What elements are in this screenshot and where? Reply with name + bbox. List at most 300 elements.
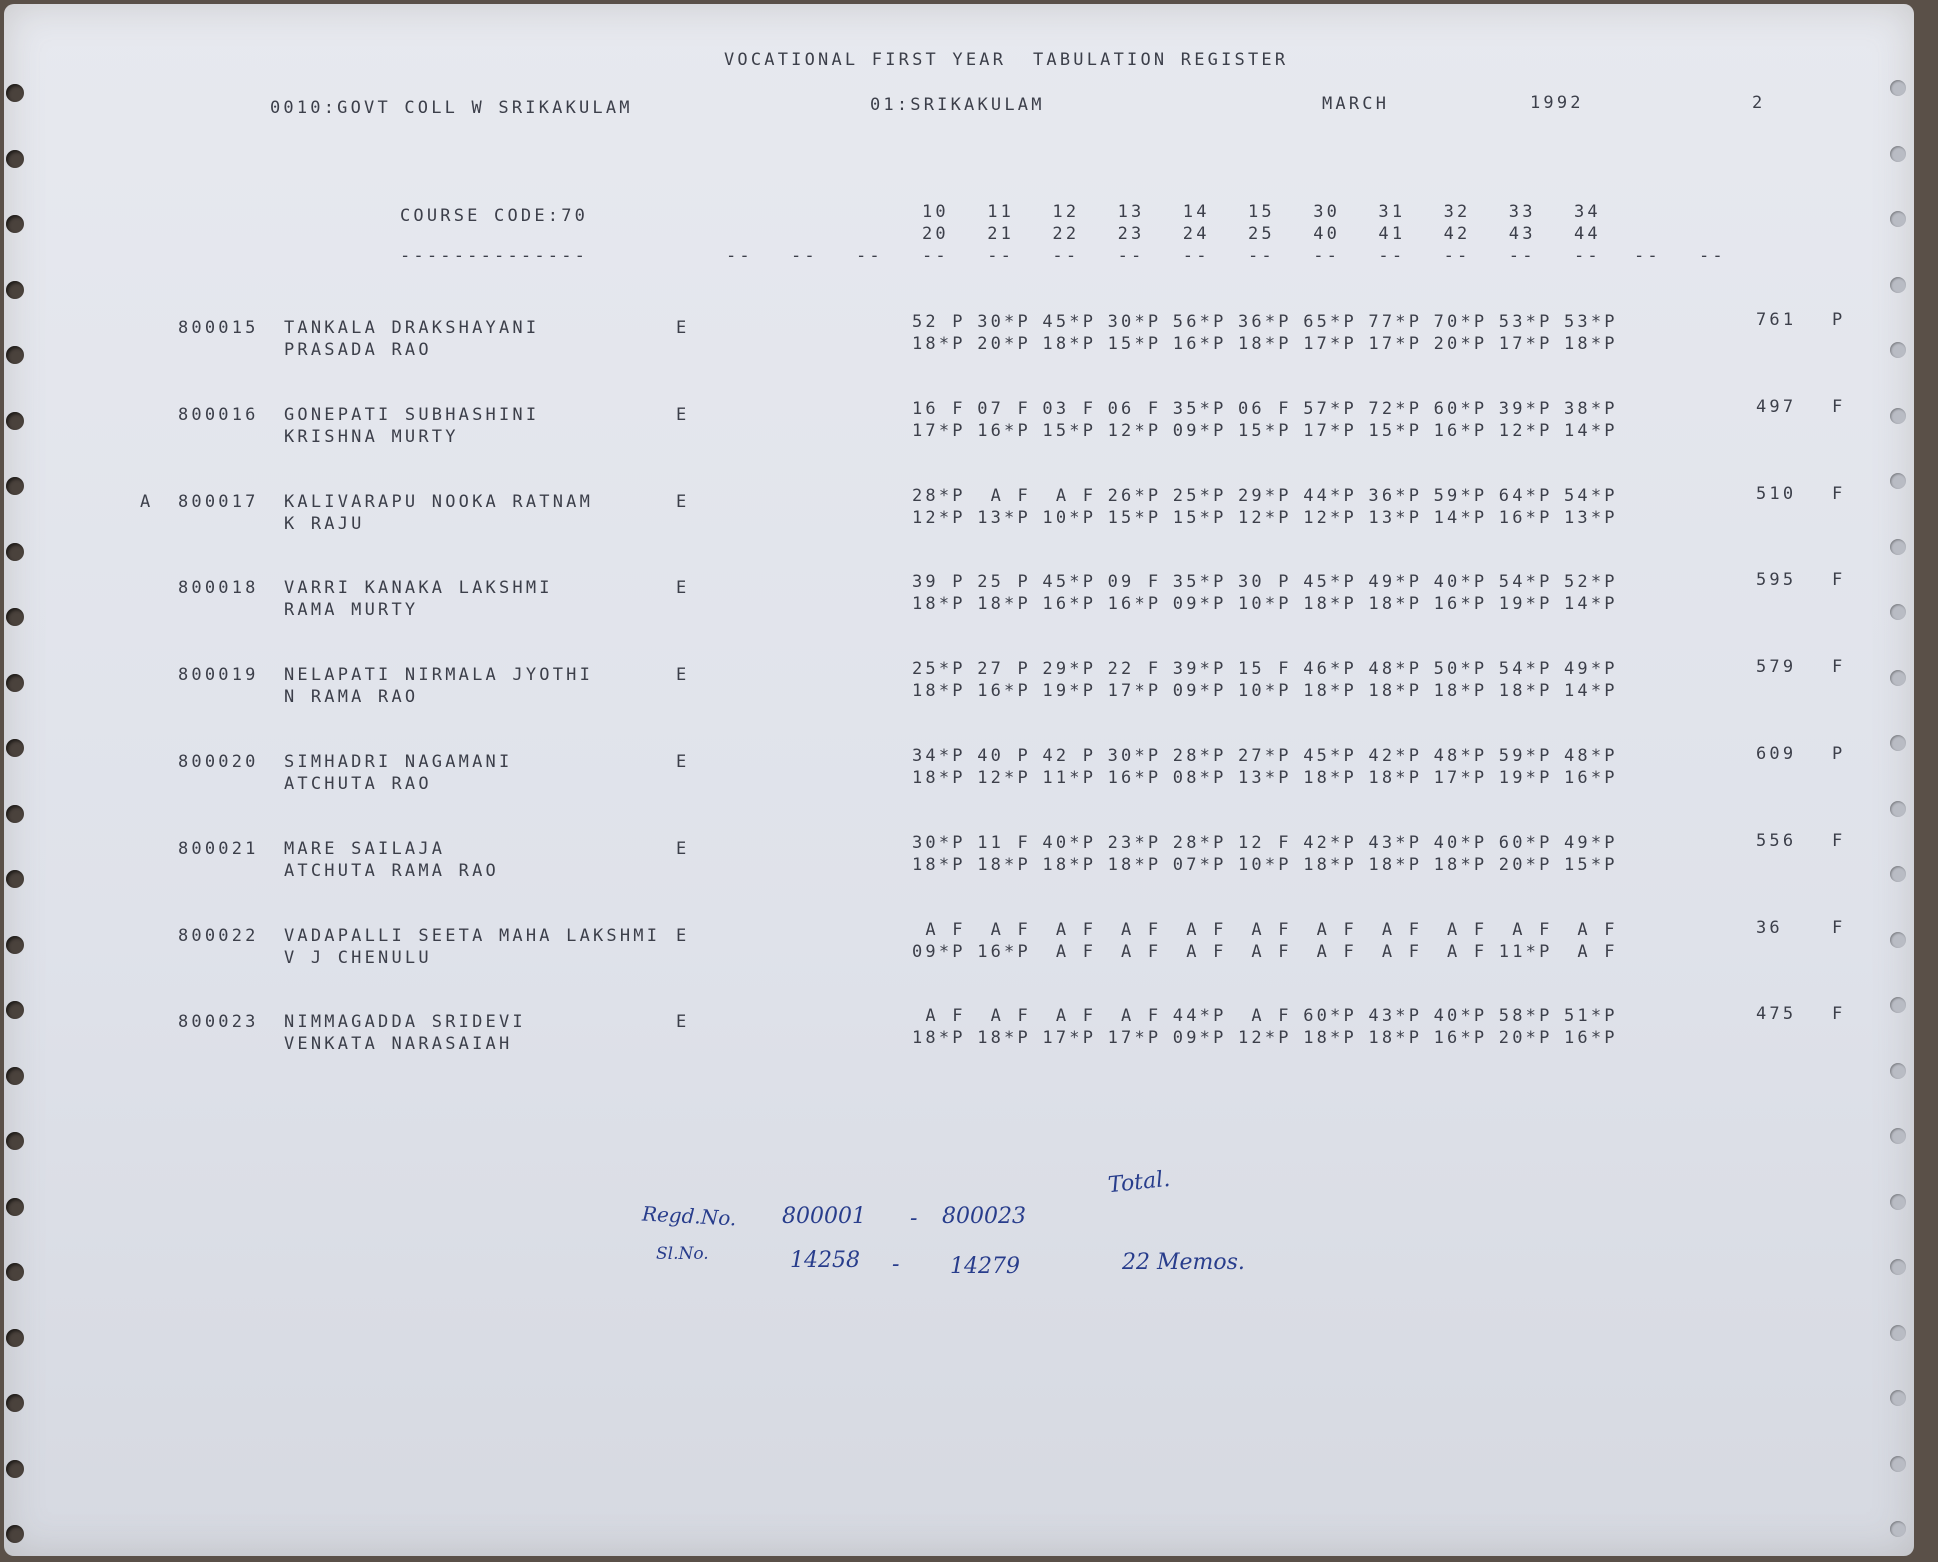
course-code-underline: -------------- [400, 246, 589, 266]
mark-cell: 43*P [1368, 1006, 1423, 1027]
subject-code: 34 [1574, 202, 1601, 222]
mark-cell: A F [1042, 485, 1097, 506]
subject-code: 44 [1574, 224, 1601, 244]
mark-cell: A F [1303, 941, 1357, 962]
mark-cell: A F [1042, 919, 1097, 940]
mark-cell: 18*P [912, 768, 966, 788]
mark-cell: A F [977, 919, 1031, 940]
mark-cell: 48*P [1564, 746, 1618, 766]
mark-cell: 27 P [977, 659, 1031, 680]
feed-hole [6, 412, 24, 430]
handwritten-regd-from: 800001 [782, 1204, 866, 1229]
medium: E [676, 838, 690, 859]
mark-cell: 18*P [1042, 854, 1097, 875]
mark-cell: 15*P [1564, 854, 1618, 875]
subject-code: 43 [1508, 224, 1536, 244]
feed-hole [6, 608, 24, 626]
mark-cell: 44*P [1303, 485, 1357, 506]
total-marks: 475 [1756, 1004, 1797, 1025]
exam-month: MARCH [1322, 94, 1390, 114]
medium: E [676, 665, 690, 686]
mark-cell: 10*P [1238, 854, 1292, 875]
mark-cell: 30*P [1107, 746, 1162, 766]
mark-cell: 18*P [1042, 334, 1097, 354]
mark-cell: 13*P [1368, 507, 1423, 528]
mark-cell: A F [1564, 919, 1618, 940]
mark-cell: 28*P [1172, 746, 1227, 766]
mark-cell: 16*P [1498, 507, 1553, 528]
mark-cell: 56*P [1172, 312, 1227, 332]
mark-cell: 18*P [1564, 334, 1618, 354]
mark-cell: 72*P [1368, 398, 1423, 419]
mark-cell: 12*P [1107, 420, 1162, 441]
student-name: GONEPATI SUBHASHINI [284, 404, 540, 425]
feed-hole [1890, 1259, 1906, 1275]
mark-cell: A F [977, 485, 1031, 506]
subject-code: 11 [987, 202, 1015, 222]
mark-cell: 18*P [977, 1028, 1031, 1049]
result: F [1832, 917, 1846, 938]
mark-cell: 12*P [977, 768, 1031, 788]
feed-hole [1890, 1390, 1906, 1406]
mark-cell: 29*P [1238, 485, 1292, 506]
column-separator: -- [791, 246, 818, 266]
column-separator: -- [1052, 246, 1080, 266]
mark-cell: A F [1564, 941, 1618, 962]
mark-cell: 17*P [1303, 420, 1357, 441]
feed-hole [1890, 932, 1906, 948]
mark-cell: 16*P [977, 420, 1031, 441]
mark-cell: 15*P [1368, 420, 1423, 441]
feed-hole [6, 1263, 24, 1281]
mark-cell: 16*P [1564, 768, 1618, 788]
subject-code: 24 [1182, 224, 1210, 244]
subject-code: 20 [922, 224, 949, 244]
mark-cell: 18*P [1107, 854, 1162, 875]
mark-cell: 54*P [1564, 485, 1618, 506]
feed-hole [1890, 1128, 1906, 1144]
mark-cell: 18*P [1303, 1028, 1357, 1049]
mark-cell: 14*P [1564, 594, 1618, 615]
mark-cell: 09*P [1172, 594, 1227, 615]
feed-hole [6, 936, 24, 954]
mark-cell: 09*P [1172, 1028, 1227, 1049]
mark-cell: 51*P [1564, 1006, 1618, 1027]
mark-cell: 40*P [1433, 572, 1488, 593]
column-separator: -- [1508, 246, 1536, 266]
mark-cell: 18*P [912, 681, 966, 702]
feed-hole [1890, 1325, 1906, 1341]
reg-number: 800017 [178, 491, 259, 512]
feed-hole [1890, 146, 1906, 162]
mark-cell: 16*P [1433, 1028, 1488, 1049]
mark-cell: 23*P [1107, 832, 1162, 853]
mark-cell: 14*P [1433, 507, 1488, 528]
subject-code: 22 [1052, 224, 1080, 244]
column-separator: -- [1182, 246, 1210, 266]
father-name: ATCHUTA RAMA RAO [284, 860, 499, 881]
mark-cell: 18*P [1368, 1028, 1423, 1049]
column-separator: -- [1634, 246, 1661, 266]
mark-cell: 10*P [1238, 594, 1292, 615]
mark-cell: 44*P [1172, 1006, 1227, 1027]
feed-hole [6, 1067, 24, 1085]
mark-cell: 65*P [1303, 312, 1357, 332]
mark-cell: 18*P [912, 334, 966, 354]
mark-cell: 22 F [1107, 659, 1162, 680]
mark-cell: 16 F [912, 398, 966, 419]
mark-cell: 42*P [1303, 832, 1357, 853]
mark-cell: 58*P [1498, 1006, 1553, 1027]
medium: E [676, 1012, 690, 1033]
column-separator: -- [856, 246, 883, 266]
result: F [1832, 570, 1846, 591]
mark-cell: 14*P [1564, 420, 1618, 441]
student-name: SIMHADRI NAGAMANI [284, 752, 513, 772]
handwritten-sl-from: 14258 [790, 1248, 860, 1273]
mark-cell: 16*P [1433, 594, 1488, 615]
mark-cell: 12*P [1238, 1028, 1292, 1049]
mark-cell: 70*P [1433, 312, 1488, 332]
college-name: 0010:GOVT COLL W SRIKAKULAM [270, 98, 633, 118]
mark-cell: 53*P [1498, 312, 1553, 332]
father-name: K RAJU [284, 513, 365, 534]
mark-cell: 12*P [1498, 420, 1553, 441]
feed-hole [1890, 473, 1906, 489]
feed-hole [6, 1001, 24, 1019]
mark-cell: A F [1042, 1006, 1097, 1027]
mark-cell: 53*P [1564, 312, 1618, 332]
mark-cell: A F [1433, 919, 1488, 940]
mark-cell: 20*P [1498, 1028, 1553, 1049]
tractor-holes-right [1890, 4, 1914, 1556]
mark-cell: 18*P [1498, 681, 1553, 702]
mark-cell: 54*P [1498, 659, 1553, 680]
handwritten-sl-to: 14279 [950, 1254, 1020, 1279]
feed-hole [6, 543, 24, 561]
feed-hole [6, 84, 24, 102]
mark-cell: 30*P [912, 832, 966, 853]
mark-cell: 17*P [1107, 1028, 1162, 1049]
feed-hole [1890, 1063, 1906, 1079]
register-sheet [4, 4, 1914, 1556]
mark-cell: 39*P [1498, 398, 1553, 419]
father-name: KRISHNA MURTY [284, 426, 459, 447]
mark-cell: 60*P [1498, 832, 1553, 853]
feed-hole [6, 281, 24, 299]
mark-cell: 18*P [977, 594, 1031, 615]
subject-code: 30 [1313, 202, 1341, 222]
feed-hole [6, 739, 24, 757]
mark-cell: 26*P [1107, 485, 1162, 506]
student-name: KALIVARAPU NOOKA RATNAM [284, 491, 594, 512]
column-separator: -- [1378, 246, 1406, 266]
mark-cell: A F [977, 1006, 1031, 1027]
mark-cell: 07 F [977, 398, 1031, 419]
mark-cell: 36*P [1238, 312, 1292, 332]
mark-cell: 16*P [977, 681, 1031, 702]
reg-number: 800023 [178, 1012, 259, 1033]
handwritten-regd-sep: - [910, 1206, 918, 1231]
mark-cell: 34*P [912, 746, 966, 766]
mark-cell: 45*P [1303, 572, 1357, 593]
mark-cell: 17*P [1107, 681, 1162, 702]
feed-hole [1890, 1456, 1906, 1472]
mark-cell: A F [1107, 919, 1162, 940]
mark-cell: 09*P [1172, 681, 1227, 702]
handwritten-memos: 22 Memos. [1122, 1250, 1245, 1275]
subject-code: 21 [987, 224, 1015, 244]
total-marks: 36 [1756, 917, 1783, 938]
mark-cell: 20*P [1498, 854, 1553, 875]
mark-cell: 16*P [1107, 594, 1162, 615]
mark-cell: A F [1238, 919, 1292, 940]
mark-cell: 07*P [1172, 854, 1227, 875]
mark-cell: 39*P [1172, 659, 1227, 680]
column-separator: -- [1248, 246, 1275, 266]
mark-cell: A F [912, 1006, 966, 1027]
reg-number: 800016 [178, 404, 259, 425]
medium: E [676, 318, 690, 338]
subject-code: 42 [1443, 224, 1471, 244]
mark-cell: 36*P [1368, 485, 1423, 506]
mark-cell: 08*P [1172, 768, 1227, 788]
student-name: NIMMAGADDA SRIDEVI [284, 1012, 526, 1033]
subject-code: 31 [1378, 202, 1406, 222]
feed-hole [6, 1460, 24, 1478]
total-marks: 609 [1756, 744, 1797, 764]
mark-cell: 59*P [1433, 485, 1488, 506]
mark-cell: A F [1042, 941, 1097, 962]
feed-hole [6, 1525, 24, 1543]
subject-code: 13 [1117, 202, 1145, 222]
feed-hole [6, 215, 24, 233]
mark-cell: 39 P [912, 572, 966, 593]
mark-cell: 13*P [1564, 507, 1618, 528]
mark-cell: 40*P [1042, 832, 1097, 853]
mark-cell: 15*P [1238, 420, 1292, 441]
mark-cell: 18*P [1368, 768, 1423, 788]
mark-cell: 25*P [1172, 485, 1227, 506]
mark-cell: 19*P [1042, 681, 1097, 702]
father-name: VENKATA NARASAIAH [284, 1034, 513, 1055]
mark-cell: 35*P [1172, 398, 1227, 419]
mark-cell: 40*P [1433, 832, 1488, 853]
student-name: NELAPATI NIRMALA JYOTHI [284, 665, 594, 686]
mark-cell: 12*P [1303, 507, 1357, 528]
mark-cell: 12*P [912, 507, 966, 528]
mark-cell: 52*P [1564, 572, 1618, 593]
feed-hole [6, 805, 24, 823]
student-name: TANKALA DRAKSHAYANI [284, 318, 540, 338]
subject-code: 10 [922, 202, 949, 222]
mark-cell: 11*P [1498, 941, 1553, 962]
subject-code: 33 [1508, 202, 1536, 222]
reg-number: 800015 [178, 318, 259, 338]
mark-cell: 13*P [977, 507, 1031, 528]
result: F [1832, 396, 1846, 417]
mark-cell: 54*P [1498, 572, 1553, 593]
feed-hole [1890, 801, 1906, 817]
mark-cell: 59*P [1498, 746, 1553, 766]
mark-cell: 77*P [1368, 312, 1423, 332]
mark-cell: 52 P [912, 312, 966, 332]
mark-cell: 13*P [1238, 768, 1292, 788]
result: F [1832, 483, 1846, 504]
feed-hole [6, 477, 24, 495]
mark-cell: 18*P [1303, 681, 1357, 702]
mark-cell: 46*P [1303, 659, 1357, 680]
mark-cell: 49*P [1368, 572, 1423, 593]
feed-hole [6, 674, 24, 692]
mark-cell: 50*P [1433, 659, 1488, 680]
mark-cell: 25 P [977, 572, 1031, 593]
student-name: VADAPALLI SEETA MAHA LAKSHMI [284, 925, 661, 946]
mark-cell: 15*P [1042, 420, 1097, 441]
mark-cell: A F [1238, 1006, 1292, 1027]
column-separator: -- [1699, 246, 1726, 266]
mark-cell: 48*P [1433, 746, 1488, 766]
mark-cell: 15*P [1107, 334, 1162, 354]
medium: E [676, 578, 690, 599]
mark-cell: 43*P [1368, 832, 1423, 853]
father-name: RAMA MURTY [284, 600, 419, 621]
mark-cell: 17*P [1433, 768, 1488, 788]
feed-hole [1890, 866, 1906, 882]
mark-cell: 12*P [1238, 507, 1292, 528]
column-separator: -- [987, 246, 1015, 266]
feed-hole [6, 150, 24, 168]
column-separator: -- [1443, 246, 1471, 266]
feed-hole [1890, 604, 1906, 620]
mark-cell: 06 F [1238, 398, 1292, 419]
mark-cell: 15*P [1172, 507, 1227, 528]
mark-cell: 30*P [977, 312, 1031, 332]
total-marks: 595 [1756, 570, 1797, 591]
mark-cell: 17*P [912, 420, 966, 441]
mark-cell: A F [1433, 941, 1488, 962]
feed-hole [6, 1394, 24, 1412]
mark-cell: 57*P [1303, 398, 1357, 419]
medium: E [676, 404, 690, 425]
mark-cell: 60*P [1433, 398, 1488, 419]
feed-hole [1890, 80, 1906, 96]
mark-cell: 14*P [1564, 681, 1618, 702]
feed-hole [1890, 997, 1906, 1013]
mark-cell: 28*P [912, 485, 966, 506]
mark-cell: A F [1172, 941, 1227, 962]
column-separator: -- [922, 246, 949, 266]
feed-hole [1890, 342, 1906, 358]
mark-cell: 16*P [1107, 768, 1162, 788]
mark-cell: 18*P [977, 854, 1031, 875]
mark-cell: 17*P [1303, 334, 1357, 354]
mark-cell: 18*P [1368, 594, 1423, 615]
column-separator: -- [1117, 246, 1145, 266]
mark-cell: 30 P [1238, 572, 1292, 593]
medium: E [676, 491, 690, 512]
handwritten-sl-label: Sl.No. [656, 1244, 709, 1264]
mark-cell: 45*P [1042, 312, 1097, 332]
reg-number: 800020 [178, 752, 259, 772]
total-marks: 497 [1756, 396, 1797, 417]
total-marks: 510 [1756, 483, 1797, 504]
handwritten-sl-sep: - [892, 1252, 900, 1277]
reg-number: 800019 [178, 665, 259, 686]
student-name: MARE SAILAJA [284, 838, 446, 859]
mark-cell: 18*P [1238, 334, 1292, 354]
feed-hole [1890, 211, 1906, 227]
tractor-holes-left [6, 4, 30, 1556]
mark-cell: A F [1368, 919, 1423, 940]
mark-cell: 49*P [1564, 832, 1618, 853]
father-name: ATCHUTA RAO [284, 774, 432, 794]
mark-cell: 35*P [1172, 572, 1227, 593]
mark-cell: 28*P [1172, 832, 1227, 853]
mark-cell: 15 F [1238, 659, 1292, 680]
result: P [1832, 310, 1846, 330]
mark-cell: 64*P [1498, 485, 1553, 506]
subject-code: 15 [1248, 202, 1275, 222]
mark-cell: 29*P [1042, 659, 1097, 680]
exam-year: 1992 [1530, 93, 1584, 113]
handwritten-total-label: Total. [1106, 1166, 1172, 1199]
medium: E [676, 752, 690, 772]
mark-cell: 42*P [1368, 746, 1423, 766]
subject-code: 25 [1248, 224, 1275, 244]
result: P [1832, 744, 1846, 764]
mark-cell: 18*P [912, 594, 966, 615]
father-name: N RAMA RAO [284, 687, 419, 708]
mark-cell: 18*P [1303, 768, 1357, 788]
mark-cell: A F [1368, 941, 1423, 962]
reg-number: 800022 [178, 925, 259, 946]
feed-hole [1890, 539, 1906, 555]
mark-cell: 17*P [1042, 1028, 1097, 1049]
mark-cell: 15*P [1107, 507, 1162, 528]
mark-cell: 16*P [1564, 1028, 1618, 1049]
mark-cell: A F [1303, 919, 1357, 940]
page-number: 2 [1752, 93, 1766, 113]
feed-hole [6, 870, 24, 888]
student-name: VARRI KANAKA LAKSHMI [284, 578, 553, 599]
mark-cell: 09*P [912, 941, 966, 962]
mark-cell: 17*P [1498, 334, 1553, 354]
mark-cell: 16*P [1433, 420, 1488, 441]
mark-cell: 18*P [912, 854, 966, 875]
reg-number: 800018 [178, 578, 259, 599]
total-marks: 556 [1756, 830, 1797, 851]
feed-hole [6, 1132, 24, 1150]
mark-cell: 20*P [1433, 334, 1488, 354]
mark-cell: A F [1107, 941, 1162, 962]
mark-cell: 18*P [1303, 594, 1357, 615]
subject-code: 41 [1378, 224, 1406, 244]
mark-cell: 49*P [1564, 659, 1618, 680]
mark-cell: 45*P [1303, 746, 1357, 766]
mark-cell: A F [1107, 1006, 1162, 1027]
mark-cell: 27*P [1238, 746, 1292, 766]
mark-cell: 18*P [1303, 854, 1357, 875]
feed-hole [1890, 408, 1906, 424]
course-code: COURSE CODE:70 [400, 206, 589, 226]
column-separator: -- [726, 246, 753, 266]
mark-cell: 16*P [1042, 594, 1097, 615]
mark-cell: 06 F [1107, 398, 1162, 419]
mark-cell: 11 F [977, 832, 1031, 853]
district-name: 01:SRIKAKULAM [870, 95, 1045, 115]
mark-cell: A F [1172, 919, 1227, 940]
